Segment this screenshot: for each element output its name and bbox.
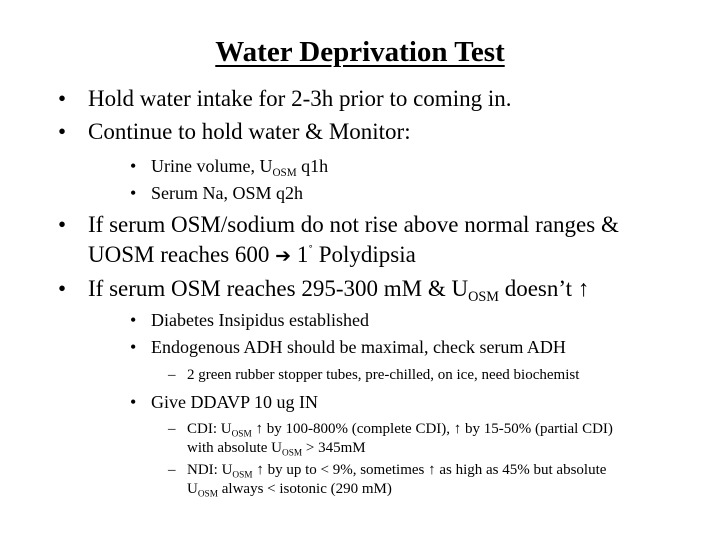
subsubbullet-green-tubes	[168, 366, 698, 385]
bullet-text: Diabetes Insipidus established	[151, 310, 369, 330]
bullet-marker: –	[168, 367, 176, 383]
bullet-continue-hold	[58, 117, 698, 147]
bullet-text: If serum OSM reaches 295-300 mM & $U_{OSM}$ doesn’t ↑	[88, 276, 590, 305]
subbullet-urine-volume	[130, 154, 690, 178]
bullet-text-line2: UOSM reaches 600 ➔ 1˚ Polydipsia	[88, 242, 416, 267]
bullet-text: Continue to hold water & Monitor:	[88, 119, 411, 144]
bullet-text: 2 green rubber stopper tubes, pre-chilled, on ice, need biochemist	[187, 367, 580, 383]
bullet-text-line1: If serum OSM/sodium do not rise above normal ranges &	[88, 212, 619, 237]
bullet-text-line2: $U_{OSM}$ always < isotonic (290 mM)	[187, 481, 392, 500]
subbullet-endogenous-adh	[130, 335, 700, 359]
bullet-marker: •	[130, 156, 137, 176]
bullet-text-line2: with absolute $U_{OSM} > 345mM$	[187, 440, 366, 459]
bullet-text: Give DDAVP 10 ug IN	[151, 392, 319, 412]
bullet-text: Hold water intake for 2-3h prior to coming in.	[88, 86, 512, 111]
bullet-text: Urine volume, $U_{OSM}$ q1h	[151, 156, 329, 179]
slide-title: Water Deprivation Test	[215, 36, 505, 68]
bullet-marker: •	[130, 310, 137, 330]
bullet-marker: –	[168, 462, 176, 478]
bullet-marker: •	[58, 276, 67, 301]
subsubbullet-ndi	[168, 461, 708, 499]
bullet-marker: •	[130, 337, 137, 357]
bullet-marker: •	[130, 392, 137, 412]
bullet-text: Endogenous ADH should be maximal, check serum ADH	[151, 337, 566, 357]
bullet-marker: •	[58, 212, 67, 237]
bullet-text-line1: CDI: $U_{OSM}$ ↑ by 100-800% (complete CDI), ↑ by 15-50% (partial CDI)	[187, 421, 613, 440]
bullet-marker: –	[168, 421, 176, 437]
subsubbullet-cdi	[168, 420, 708, 458]
bullet-if-serum-osm-no-rise	[58, 210, 708, 271]
bullet-if-serum-osm-reaches	[58, 274, 708, 304]
bullet-marker: •	[58, 119, 67, 144]
bullet-text-line1: NDI: $U_{OSM}$ ↑ by up to < 9%, sometimes ↑ as high as 45% but absolute	[187, 462, 607, 481]
bullet-marker: •	[130, 183, 137, 203]
bullet-text: Serum Na, OSM q2h	[151, 183, 303, 203]
subbullet-serum-na	[130, 181, 690, 205]
bullet-hold-water	[58, 84, 698, 114]
subbullet-di-established	[130, 308, 700, 332]
bullet-marker: •	[58, 86, 67, 111]
subbullet-give-ddavp	[130, 390, 700, 414]
right-arrow-icon: ➔	[275, 245, 292, 267]
